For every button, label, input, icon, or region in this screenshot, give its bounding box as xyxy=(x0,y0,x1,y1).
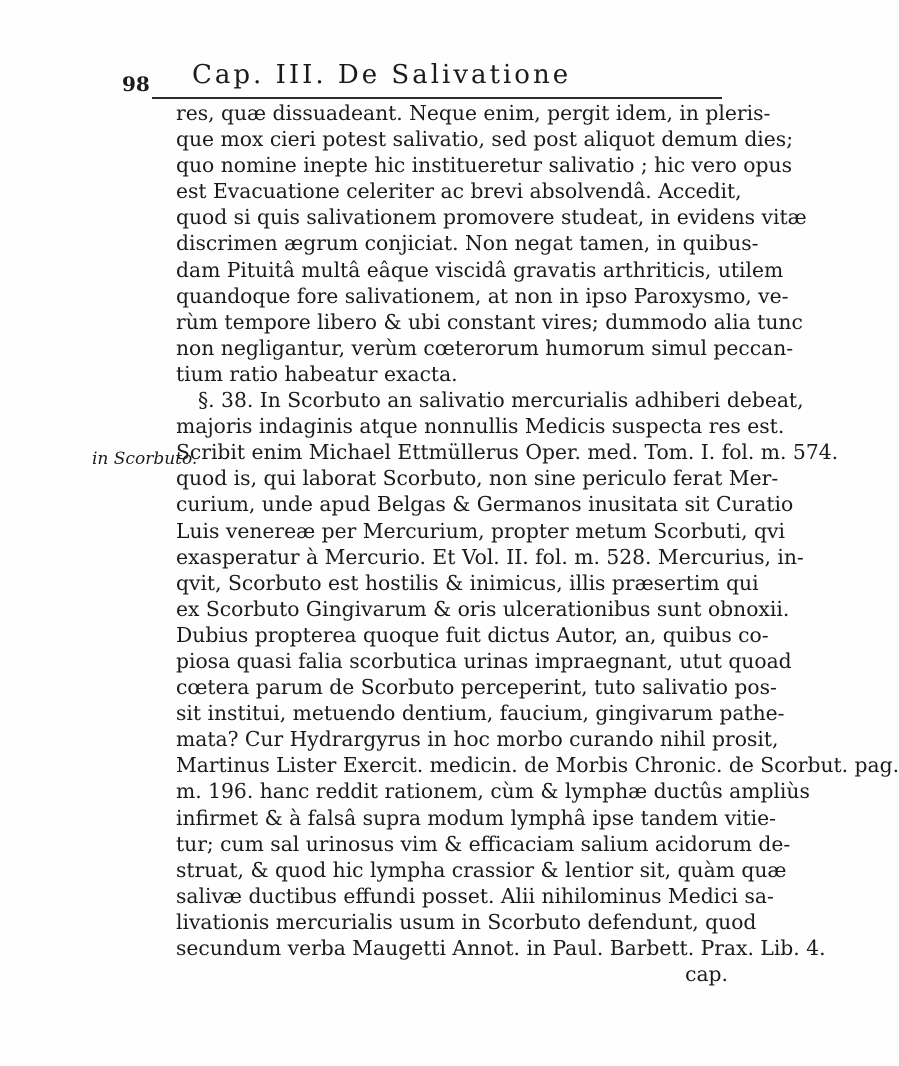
text-line: quandoque fore salivationem, at non in ipso Paroxysmo, ve- xyxy=(176,283,789,308)
text-line: curium, unde apud Belgas & Germanos inusitata sit Curatio xyxy=(176,492,794,517)
text-line: discrimen ægrum conjiciat. Non negat tamen, in quibus- xyxy=(176,231,759,256)
text-line: Dubius propterea quoque fuit dictus Autor, an, quibus co- xyxy=(176,622,769,647)
text-line: Scribit enim Michael Ettmüllerus Oper. med. Tom. I. fol. m. 574. xyxy=(176,440,839,465)
text-line: qvit, Scorbuto est hostilis & inimicus, illis præsertim qui xyxy=(176,570,759,595)
text-line: sit institui, metuendo dentium, faucium, gingivarum pathe- xyxy=(176,701,785,726)
text-line: majoris indaginis atque nonnullis Medicis suspecta res est. xyxy=(176,414,785,439)
section-38-start: §. 38. In Scorbuto an salivatio mercurialis adhiberi debeat, xyxy=(198,388,804,413)
text-line: livationis mercurialis usum in Scorbuto defendunt, quod xyxy=(176,909,757,934)
body-text xyxy=(176,100,899,987)
text-line: mata? Cur Hydrargyrus in hoc morbo curando nihil prosit, xyxy=(176,727,779,752)
text-line: Luis venereæ per Mercurium, propter metum Scorbuti, qvi xyxy=(176,518,785,543)
text-line: m. 196. hanc reddit rationem, cùm & lymphæ ductûs ampliùs xyxy=(176,779,810,804)
running-head: Cap. III. De Salivatione xyxy=(192,60,572,90)
text-line: cœtera parum de Scorbuto perceperint, tuto salivatio pos- xyxy=(176,675,777,700)
text-line: infirmet & à falsâ supra modum lymphâ ipse tandem vitie- xyxy=(176,805,777,830)
catchword: cap. xyxy=(685,962,728,987)
text-line: tur; cum sal urinosus vim & efficaciam salium acidorum de- xyxy=(176,831,791,856)
text-line: ex Scorbuto Gingivarum & oris ulcerationibus sunt obnoxii. xyxy=(176,596,790,621)
text-line: quo nomine inepte hic institueretur salivatio ; hic vero opus xyxy=(176,153,792,178)
margin-note: in Scorbuto. xyxy=(92,449,198,469)
text-line: struat, & quod hic lympha crassior & lentior sit, quàm quæ xyxy=(176,857,787,882)
text-line: rùm tempore libero & ubi constant vires; dummodo alia tunc xyxy=(176,309,803,334)
text-line: salivæ ductibus effundi posset. Alii nihilominus Medici sa- xyxy=(176,883,774,908)
text-line: Martinus Lister Exercit. medicin. de Morbis Chronic. de Scorbut. pag. xyxy=(176,753,899,778)
text-line: exasperatur à Mercurio. Et Vol. II. fol. m. 528. Mercurius, in- xyxy=(176,544,804,569)
text-line: res, quæ dissuadeant. Neque enim, pergit idem, in pleris- xyxy=(176,101,771,125)
page-header xyxy=(122,50,722,94)
header-rule xyxy=(152,97,722,99)
text-line: secundum verba Maugetti Annot. in Paul. Barbett. Prax. Lib. 4. xyxy=(176,936,826,960)
text-line: non negligantur, verùm cœterorum humorum simul peccan- xyxy=(176,335,794,360)
text-line: piosa quasi falia scorbutica urinas impraegnant, utut quoad xyxy=(176,648,792,673)
text-line: quod is, qui laborat Scorbuto, non sine periculo ferat Mer- xyxy=(176,466,779,491)
text-line: est Evacuatione celeriter ac brevi absolvendâ. Accedit, xyxy=(176,179,742,204)
text-line: que mox cieri potest salivatio, sed post aliquot demum dies; xyxy=(176,127,794,152)
text-line: dam Pituitâ multâ eâque viscidâ gravatis arthriticis, utilem xyxy=(176,257,784,282)
page-number: 98 xyxy=(122,72,150,96)
text-line: quod si quis salivationem promovere studeat, in evidens vitæ xyxy=(176,205,807,230)
text-line: tium ratio habeatur exacta. xyxy=(176,361,458,386)
